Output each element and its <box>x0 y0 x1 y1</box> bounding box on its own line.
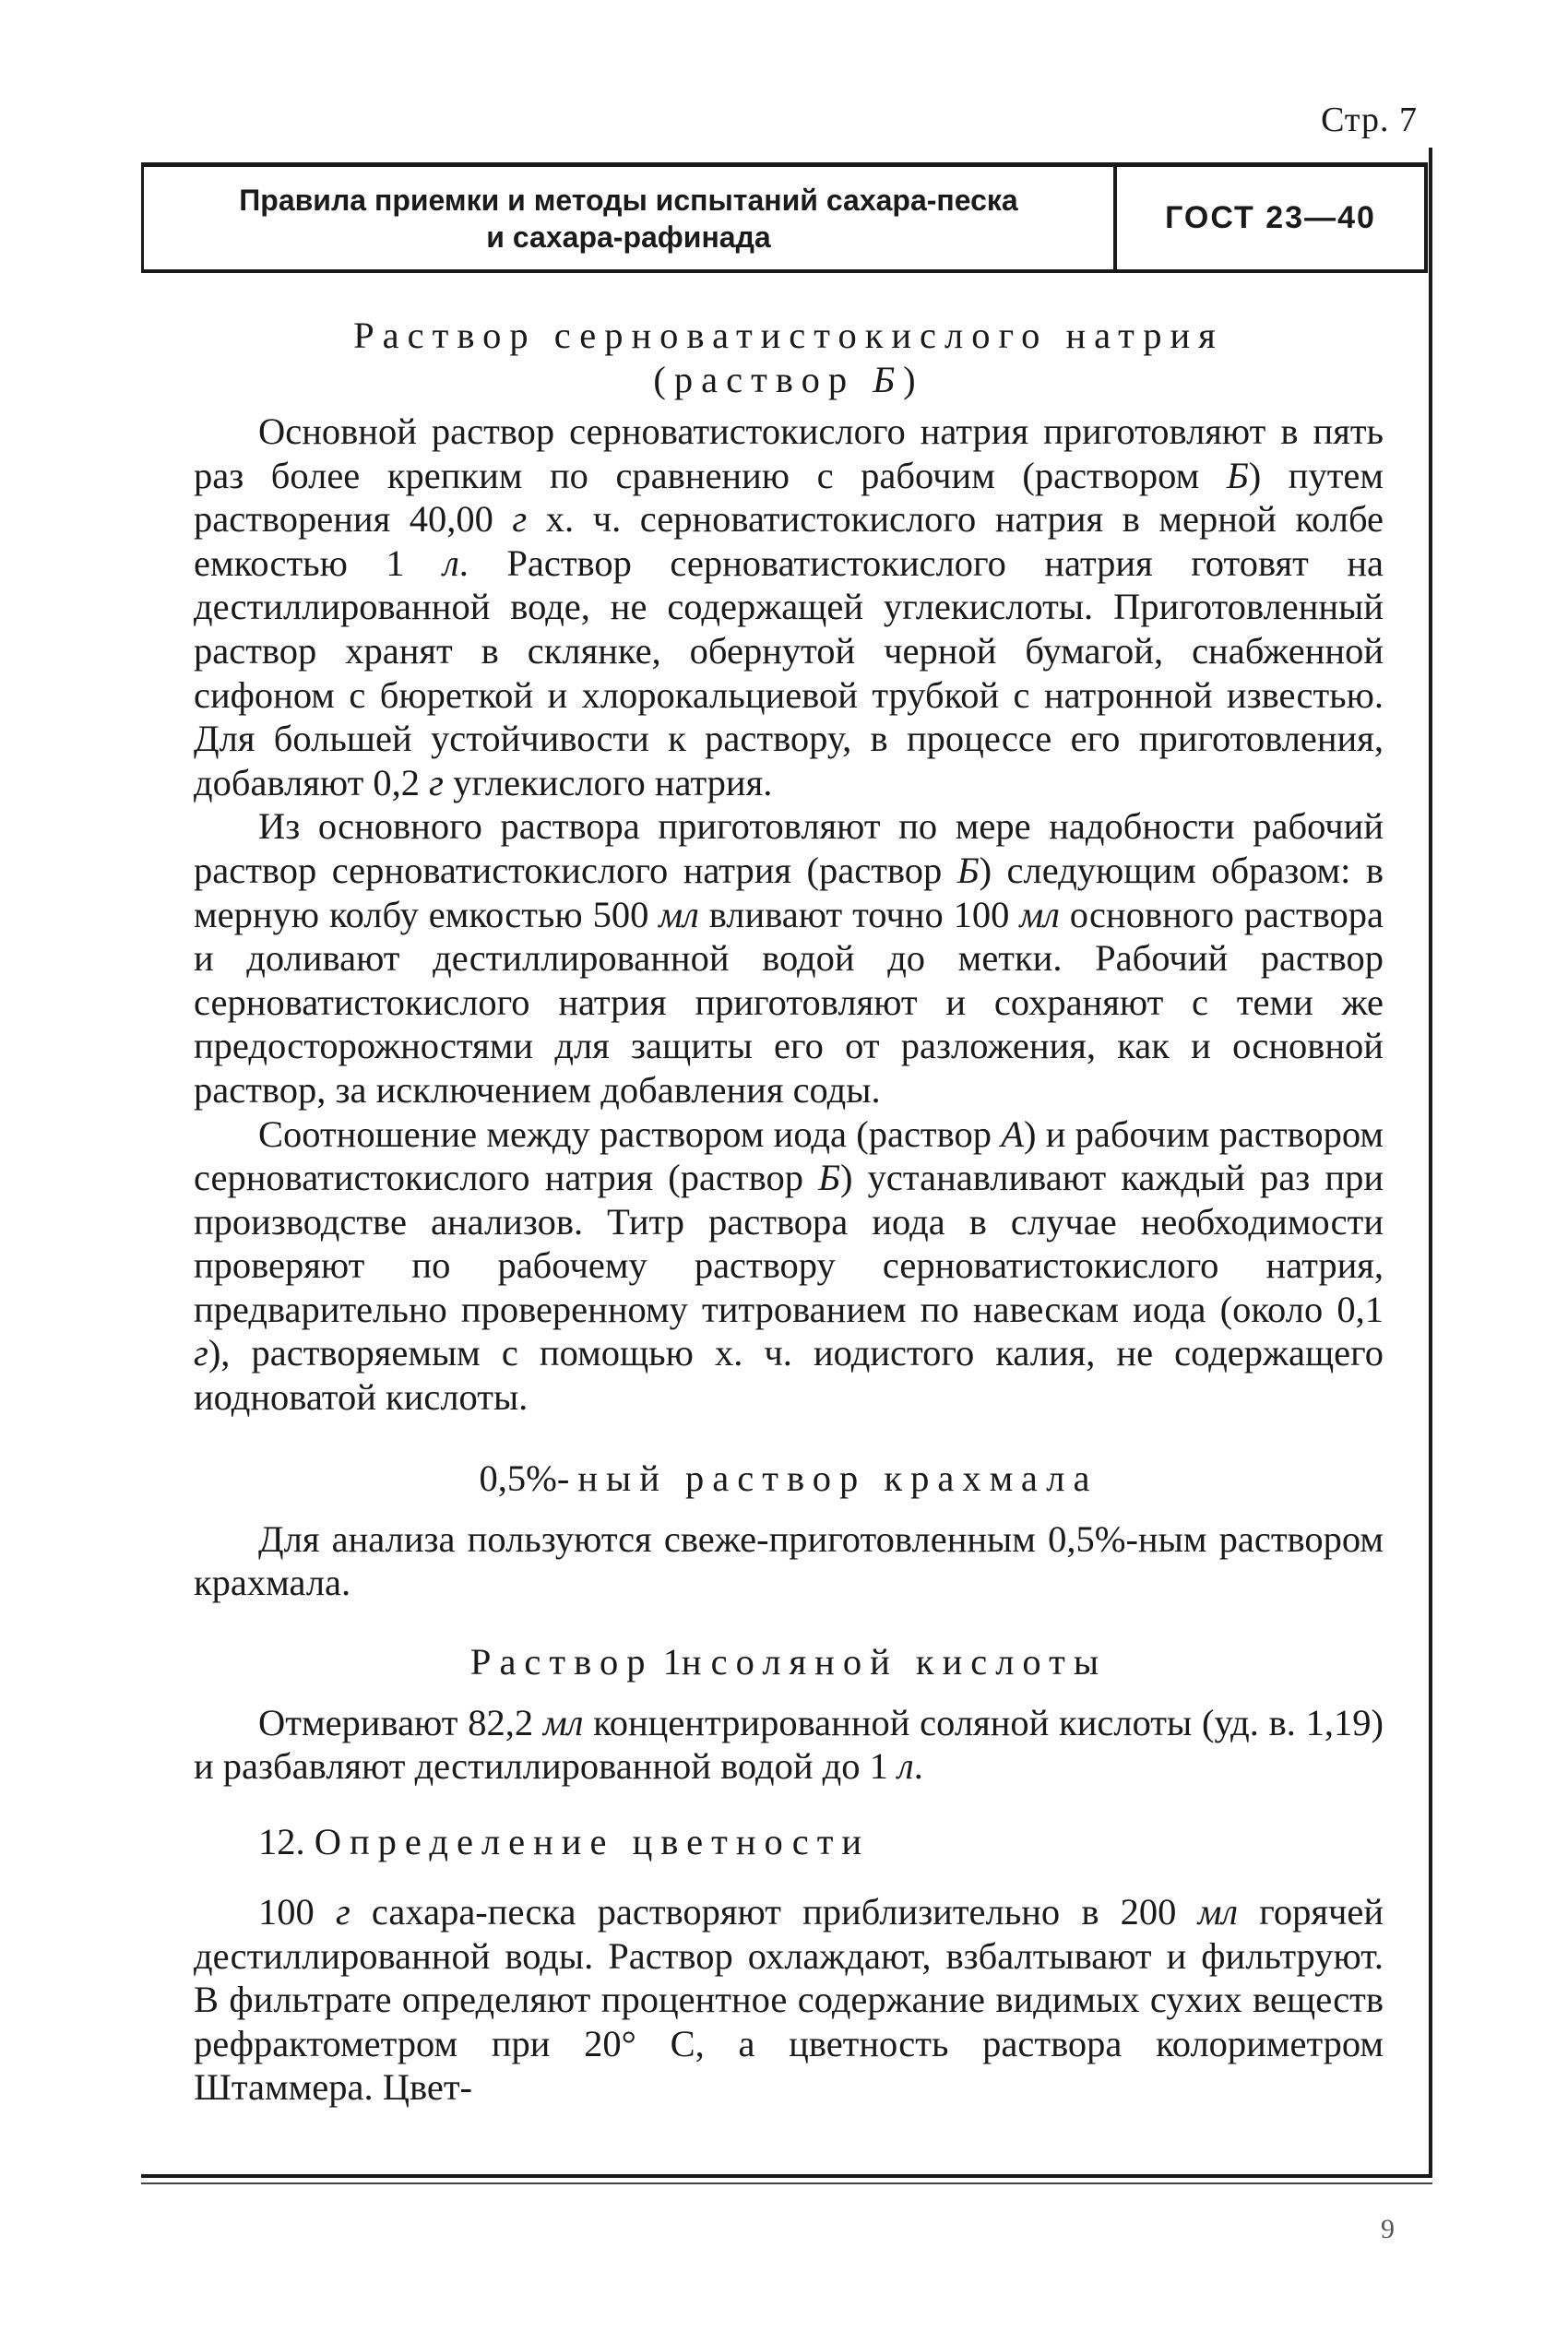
right-margin-rule <box>1429 148 1432 2177</box>
text-run: ) и рабочим раствором серноватистокислого натрия (раствор <box>194 1112 1384 1199</box>
heading-hcl <box>194 1640 1384 1684</box>
text-run: Соотношение между раствором иода (раствор <box>258 1112 1002 1155</box>
text-run: 100 <box>258 1891 336 1933</box>
paragraph-iodine-ratio <box>194 1112 1384 1420</box>
page-body <box>194 314 1384 2110</box>
text-run: основного раствора и доливают дестиллированной водой до метки. Рабочий раствор серноватистокислого натрия приготовляют и сохраняют с теми же предосторожностями для защиты его от разложения, как и основной раствор, за исключением добавления соды. <box>194 893 1384 1111</box>
text-run: вливают точно 100 <box>698 893 1020 935</box>
unit-italic: г <box>429 761 444 803</box>
footer-mark: 9 <box>1381 2214 1395 2244</box>
unit-italic: мл <box>1197 1891 1239 1933</box>
header-title-line2: и сахара-рафинада <box>486 220 771 254</box>
unit-italic: мл <box>1019 893 1060 935</box>
unit-italic: г <box>194 1332 208 1374</box>
text-run: ) следующим образом: в мерную колбу емкостью 500 <box>194 849 1384 935</box>
paragraph-hcl <box>194 1701 1384 1789</box>
unit-italic: г <box>335 1891 350 1933</box>
text-run: ) путем растворения 40,00 <box>194 454 1384 541</box>
heading-thiosulfate <box>194 314 1384 402</box>
text-run: углекислого натрия. <box>443 761 773 803</box>
text-run: концентрированной соляной кислоты (уд. в. 1,19) и разбавляют дестиллированной водой до 1 <box>194 1701 1384 1788</box>
text-run: Основной раствор серноватистокислого натрия приготовляют в пять раз более крепким по сравнению с рабочим (раствором <box>194 410 1384 496</box>
unit-italic: мл <box>542 1701 584 1743</box>
italic-run: Б <box>818 1157 841 1199</box>
header-title <box>144 167 1117 269</box>
heading-color-determination <box>194 1820 1384 1864</box>
bottom-rule-secondary <box>141 2182 1432 2184</box>
heading-thiosulfate-line1: Раствор серноватистокислого натрия <box>353 315 1224 356</box>
paragraph-thiosulfate-stock <box>194 410 1384 804</box>
section-number: 12. <box>258 1821 315 1863</box>
heading-text: 1н <box>653 1640 711 1683</box>
document-header <box>141 162 1428 273</box>
paragraph-color <box>194 1890 1384 2110</box>
italic-run: А <box>1001 1112 1024 1155</box>
text-run: горячей дестиллированной воды. Раствор охлаждают, взбалтывают и фильтруют. В фильтрате определяют процентное содержание видимых сухих веществ рефрактометром при 20° С, а цветность раствора колориметром Штаммера. Цвет- <box>194 1891 1384 2109</box>
heading-italic-letter: Б <box>873 359 904 400</box>
unit-italic: мл <box>659 893 699 935</box>
heading-text: соляной кислоты <box>710 1640 1108 1683</box>
text-run: ), растворяемым с помощью х. ч. иодистого калия, не содержащего иодноватой кислоты. <box>194 1332 1384 1419</box>
unit-italic: г <box>512 498 528 541</box>
unit-italic: л <box>443 541 459 584</box>
standard-code: ГОСТ 23—40 <box>1165 200 1376 235</box>
text-run: Из основного раствора приготовляют по мере надобности рабочий раствор серноватистокислого натрия (раствор <box>194 805 1384 891</box>
heading-text: -ный раствор крахмала <box>556 1457 1099 1499</box>
unit-italic: л <box>897 1745 914 1788</box>
bottom-rule <box>141 2174 1432 2178</box>
heading-text: Определение цветности <box>314 1821 871 1863</box>
heading-text: (раствор <box>653 359 873 400</box>
text-run: Отмеривают 82,2 <box>258 1701 543 1743</box>
text-run: х. ч. серноватистокислого натрия в мерной колбе емкостью 1 <box>194 498 1384 584</box>
text-run: . Раствор серноватистокислого натрия готовят на дестиллированной воде, не содержащей углекислоты. Приготовленный раствор хранят в склянке, обернутой черной бумагой, снабженной сифоном с бюреткой и хлорокальциевой трубкой с натронной известью. Для большей устойчивости к раствору, в процессе его приготовления, добавляют 0,2 <box>194 541 1384 803</box>
italic-run: Б <box>1226 454 1249 496</box>
heading-text: Раствор <box>469 1640 654 1683</box>
heading-thiosulfate-line2 <box>194 358 1384 402</box>
text-run: ) устанавливают каждый раз при производстве анализов. Титр раствора иода в случае необходимости проверяют по рабочему раствору серноватистокислого натрия, предварительно проверенному титрованием по навескам иода (около 0,1 <box>194 1157 1384 1330</box>
page-number: Стр. 7 <box>1321 101 1418 139</box>
text-run: сахара-песка растворяют приблизительно в 200 <box>350 1891 1198 1933</box>
header-title-line1: Правила приемки и методы испытаний сахара-песка <box>239 183 1018 217</box>
paragraph-starch: Для анализа пользуются свеже-приготовленным 0,5%-ным раствором крахмала. <box>194 1517 1384 1604</box>
heading-starch <box>194 1457 1384 1501</box>
italic-run: Б <box>956 849 980 891</box>
heading-text: 0,5% <box>479 1457 557 1499</box>
heading-text: ) <box>903 359 924 400</box>
text-run: . <box>913 1745 923 1788</box>
paragraph-thiosulfate-working <box>194 804 1384 1112</box>
